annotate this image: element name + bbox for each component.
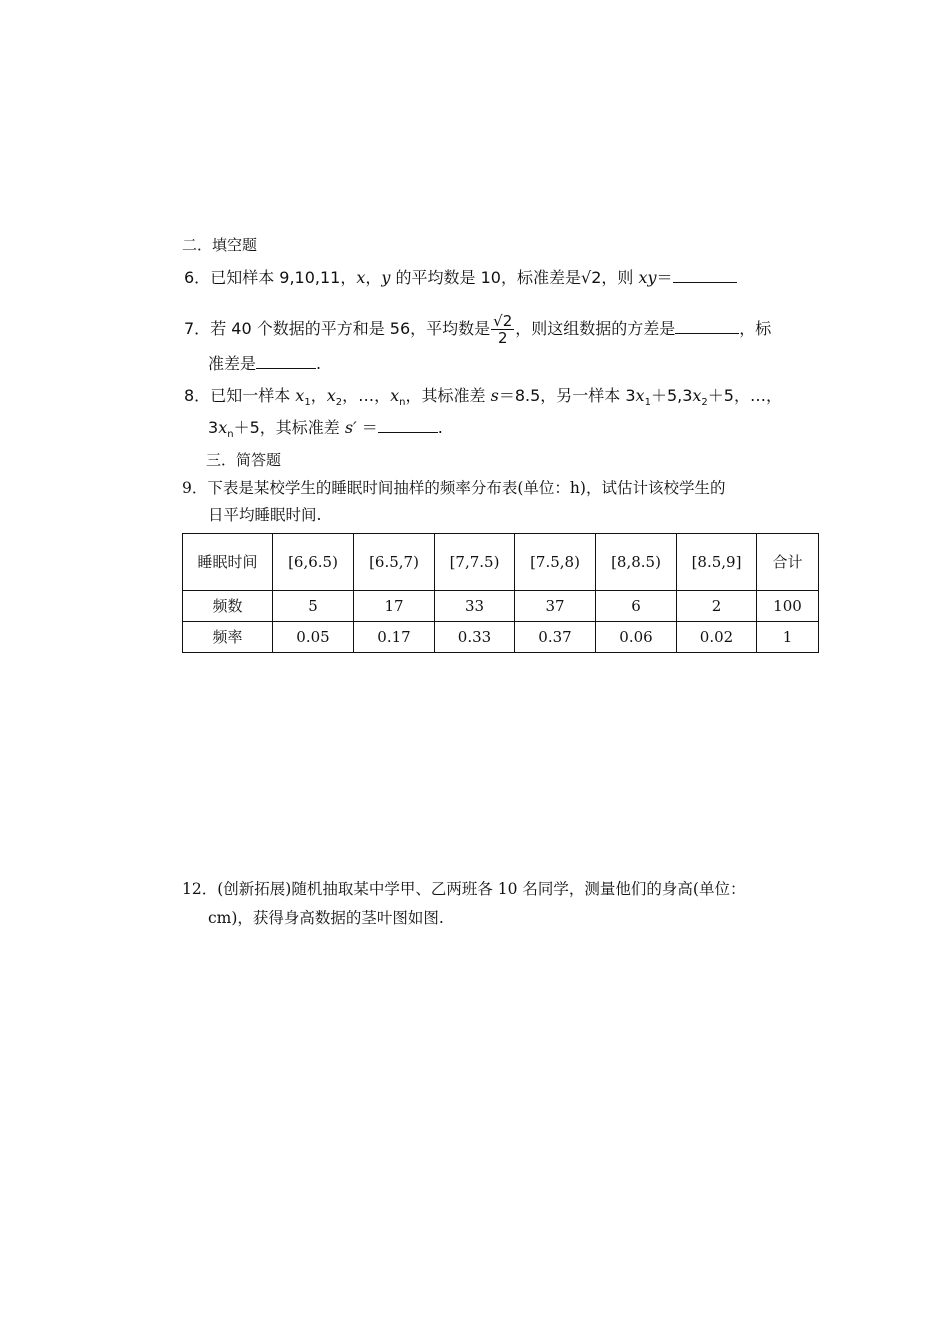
q8-x2: x xyxy=(326,386,336,405)
section-2-heading xyxy=(182,235,257,255)
q8-x1: x xyxy=(295,386,305,405)
question-12-line-1 xyxy=(182,879,745,899)
table-cell: 0.37 xyxy=(515,622,596,653)
q7-fraction xyxy=(491,313,514,346)
table-cell: 0.06 xyxy=(596,622,677,653)
q7-line2-a: 准差是 xyxy=(208,354,257,373)
q8-x2b: x xyxy=(692,386,702,405)
q8-subnb: n xyxy=(227,429,234,441)
q6-text-c: ，则 xyxy=(601,268,639,287)
q6-text-d: ＝ xyxy=(656,268,673,287)
question-9-line-1 xyxy=(182,478,725,498)
q7-text-b: ，则这组数据的方差是 xyxy=(515,319,676,338)
section-3-heading xyxy=(206,450,281,470)
q8-line2-c: ＝ xyxy=(356,418,378,437)
question-6 xyxy=(184,268,737,288)
table-cell: [8,8.5) xyxy=(596,534,677,591)
q7-number: 7． xyxy=(184,319,211,338)
q7-line2-b: . xyxy=(316,354,322,373)
table-cell: 0.02 xyxy=(677,622,757,653)
q8-text-b: ，…， xyxy=(342,386,391,405)
q12-line2: cm)，获得身高数据的茎叶图如图. xyxy=(208,909,444,927)
q6-var-y: y xyxy=(381,268,391,287)
frequency-table xyxy=(182,533,819,653)
question-8-line-1 xyxy=(184,386,782,413)
q8-answer-blank[interactable] xyxy=(378,418,438,433)
q8-text-f: ＋5，…， xyxy=(707,386,782,405)
q9-line2: 日平均睡眠时间. xyxy=(208,506,322,524)
q8-text-d: ＝8.5，另一样本 3 xyxy=(498,386,636,405)
q7-frac-den: 2 xyxy=(497,329,508,347)
table-cell: 频数 xyxy=(183,591,273,622)
table-row-count xyxy=(183,591,819,622)
q8-sub1b: 1 xyxy=(644,397,651,409)
q7-variance-blank[interactable] xyxy=(675,319,739,334)
question-9-line-2 xyxy=(208,505,321,525)
q8-var-s-prime: s′ xyxy=(344,418,357,437)
q6-var-xy: xy xyxy=(638,268,657,287)
q8-sub2: 2 xyxy=(335,397,343,409)
q12-line1: 12．(创新拓展)随机抽取某中学甲、乙两班各 10 名同学，测量他们的身高(单位： xyxy=(182,880,746,898)
q8-line2-a: 3 xyxy=(208,418,219,437)
q7-std-blank[interactable] xyxy=(256,354,316,369)
table-cell: [6,6.5) xyxy=(273,534,354,591)
q6-sep: ， xyxy=(365,268,382,287)
table-cell: 频率 xyxy=(183,622,273,653)
q8-subn: n xyxy=(399,397,406,409)
section-3-title: 三．简答题 xyxy=(206,451,282,469)
q6-var-x: x xyxy=(356,268,366,287)
table-cell: 33 xyxy=(435,591,515,622)
q6-text-b: 的平均数是 10，标准差是 xyxy=(390,268,581,287)
question-12-line-2 xyxy=(208,908,444,928)
question-7-line-2 xyxy=(208,354,321,374)
table-cell: 0.17 xyxy=(354,622,435,653)
table-header-row xyxy=(183,534,819,591)
table-cell: 0.33 xyxy=(435,622,515,653)
q8-x1b: x xyxy=(635,386,645,405)
table-cell: [7,7.5) xyxy=(435,534,515,591)
q8-text-e: ＋5,3 xyxy=(650,386,693,405)
q8-var-s: s xyxy=(490,386,499,405)
question-7-line-1 xyxy=(184,313,771,346)
q8-xnb: x xyxy=(218,418,228,437)
q7-text-c: ，标 xyxy=(739,319,772,338)
q8-comma1: ， xyxy=(310,386,327,405)
q6-text-a: 已知样本 9,10,11， xyxy=(210,268,357,287)
q6-number: 6． xyxy=(184,268,211,287)
q9-line1: 9．下表是某校学生的睡眠时间抽样的频率分布表(单位：h)，试估计该校学生的 xyxy=(182,479,726,497)
table-row-frequency xyxy=(183,622,819,653)
table-cell: 1 xyxy=(757,622,819,653)
section-2-title: 二．填空题 xyxy=(182,236,258,254)
table-cell: [6.5,7) xyxy=(354,534,435,591)
table-cell: 2 xyxy=(677,591,757,622)
table-cell: [7.5,8) xyxy=(515,534,596,591)
q8-text-a: 已知一样本 xyxy=(210,386,296,405)
q6-answer-blank[interactable] xyxy=(673,268,737,283)
q7-frac-num: √2 xyxy=(493,312,513,330)
table-cell: 100 xyxy=(757,591,819,622)
table-cell: 17 xyxy=(354,591,435,622)
table-cell: 睡眠时间 xyxy=(183,534,273,591)
q8-text-c: ，其标准差 xyxy=(405,386,491,405)
q8-number: 8． xyxy=(184,386,211,405)
q8-line2-b: ＋5，其标准差 xyxy=(233,418,345,437)
table-cell: 5 xyxy=(273,591,354,622)
table-cell: 37 xyxy=(515,591,596,622)
table-cell: [8.5,9] xyxy=(677,534,757,591)
table-cell: 合计 xyxy=(757,534,819,591)
q8-xn: x xyxy=(390,386,400,405)
table-cell: 0.05 xyxy=(273,622,354,653)
q8-sub1: 1 xyxy=(304,397,311,409)
q8-line2-d: . xyxy=(437,418,443,437)
q7-text-a: 若 40 个数据的平方和是 56，平均数是 xyxy=(210,319,491,338)
q6-sqrt: √2 xyxy=(581,268,602,287)
q8-sub2b: 2 xyxy=(701,397,708,409)
question-8-line-2 xyxy=(208,418,443,445)
table-cell: 6 xyxy=(596,591,677,622)
